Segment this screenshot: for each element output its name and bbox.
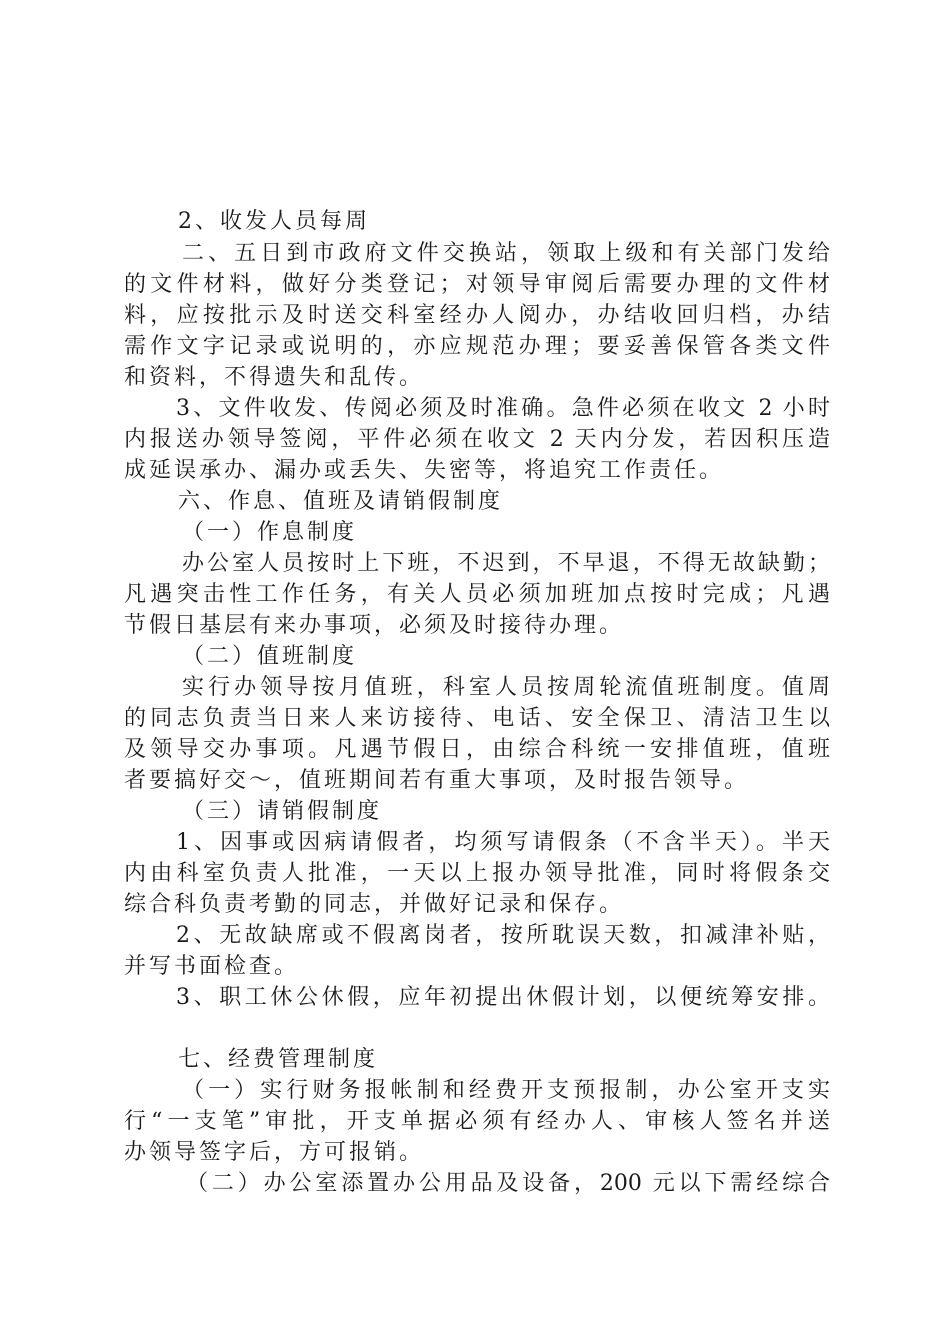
text-line: 节假日基层有来办事项，必须及时接待办理。 xyxy=(124,613,625,638)
text-line: 2、无故缺席或不假离岗者，按所耽误天数，扣减津补贴， xyxy=(176,923,830,948)
text-line: 的同志负责当日来人来访接待、电话、安全保卫、清洁卫生以 xyxy=(124,706,830,731)
text-line: 内由科室负责人批准，一天以上报办领导批准，同时将假条交 xyxy=(124,861,830,886)
text-line: 综合科负责考勤的同志，并做好记录和保存。 xyxy=(124,892,625,917)
text-line: 凡遇突击性工作任务，有关人员必须加班加点按时完成；凡遇 xyxy=(124,582,830,607)
text-line: 办公室人员按时上下班，不迟到，不早退，不得无故缺勤； xyxy=(182,551,830,576)
text-line: 成延误承办、漏办或丢失、失密等，将追究工作责任。 xyxy=(124,458,725,483)
text-line: （一）实行财务报帐制和经费开支预报制，办公室开支实 xyxy=(182,1078,830,1103)
section-heading: 七、经费管理制度 xyxy=(178,1047,379,1072)
text-line: 二、五日到市政府文件交换站，领取上级和有关部门发给 xyxy=(182,241,830,266)
text-line: 并写书面检查。 xyxy=(124,954,300,979)
text-line: 3、文件收发、传阅必须及时准确。急件必须在收文 2 小时 xyxy=(176,396,830,421)
text-line: 2、收发人员每周 xyxy=(178,209,370,234)
text-line: 3、职工休公休假，应年初提出休假计划，以便统筹安排。 xyxy=(176,985,830,1010)
subsection-heading: （一）作息制度 xyxy=(182,520,358,545)
text-line: 者要搞好交～，值班期间若有重大事项，及时报告领导。 xyxy=(124,768,750,793)
subsection-heading: （三）请销假制度 xyxy=(182,799,383,824)
text-line: 行“一支笔”审批，开支单据必须有经办人、审核人签名并送 xyxy=(124,1109,830,1134)
text-line: 实行办领导按月值班，科室人员按周轮流值班制度。值周 xyxy=(182,675,830,700)
text-line: 办领导签字后，方可报销。 xyxy=(124,1140,425,1165)
text-line: 需作文字记录或说明的，亦应规范办理；要妥善保管各类文件 xyxy=(124,334,830,359)
text-line: 和资料，不得遗失和乱传。 xyxy=(124,365,425,390)
text-line: 料，应按批示及时送交科室经办人阅办，办结收回归档，办结 xyxy=(124,303,830,328)
subsection-heading: （二）值班制度 xyxy=(182,644,358,669)
text-line: 的文件材料，做好分类登记；对领导审阅后需要办理的文件材 xyxy=(124,272,830,297)
text-line: 1、因事或因病请假者，均须写请假条（不含半天）。半天 xyxy=(176,830,830,855)
section-heading: 六、作息、值班及请销假制度 xyxy=(178,489,504,514)
text-line: （二）办公室添置办公用品及设备，200 元以下需经综合 xyxy=(186,1171,830,1196)
text-line: 及领导交办事项。凡遇节假日，由综合科统一安排值班，值班 xyxy=(124,737,830,762)
text-line: 内报送办领导签阅，平件必须在收文 2 天内分发，若因积压造 xyxy=(124,427,830,452)
